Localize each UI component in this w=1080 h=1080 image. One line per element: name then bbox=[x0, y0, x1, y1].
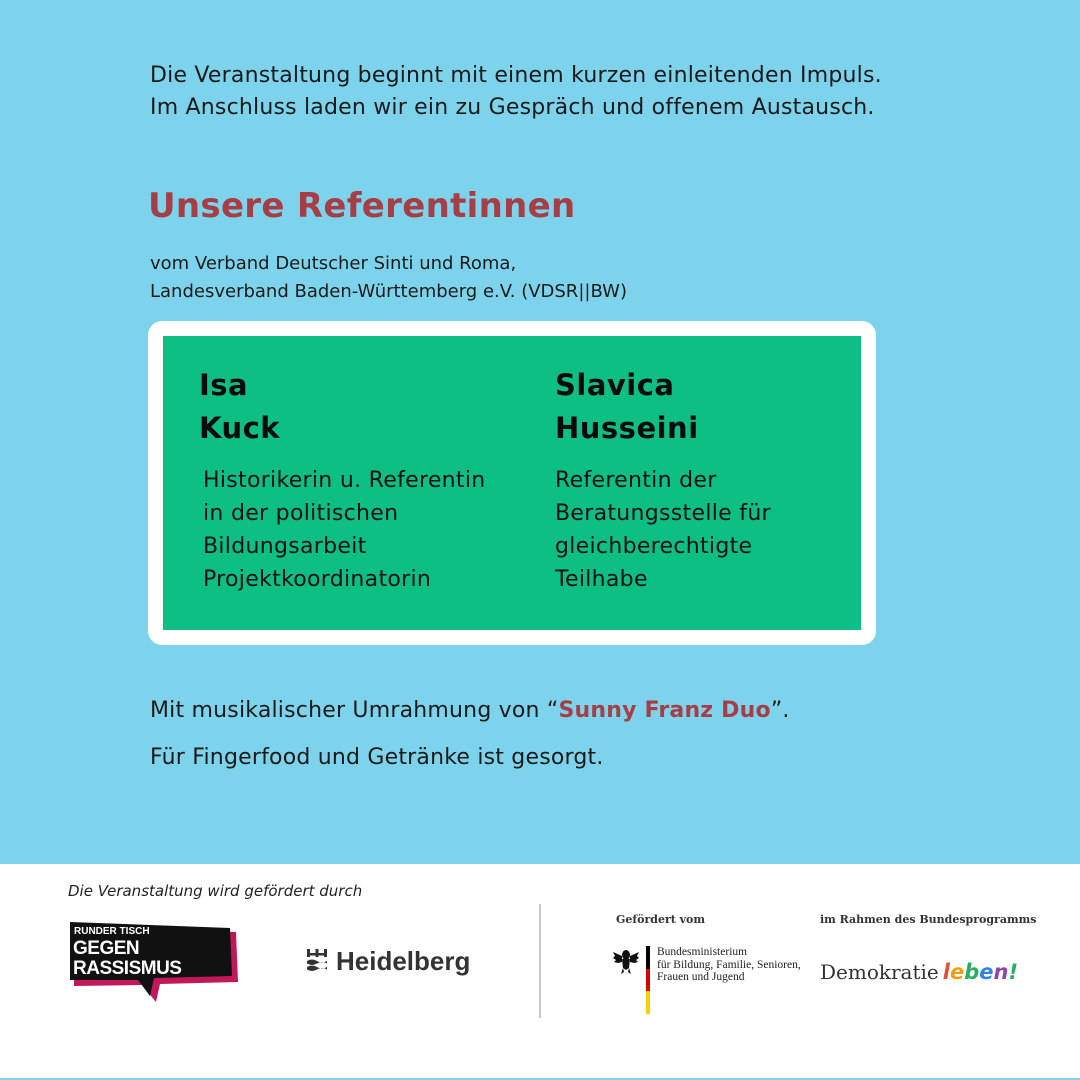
organization-text bbox=[150, 250, 627, 306]
intro-line-1: Die Veranstaltung beginnt mit einem kurzen einleitenden Impuls. bbox=[150, 63, 882, 88]
org-line-2: Landesverband Baden-Württemberg e.V. (VDSR||BW) bbox=[150, 281, 627, 302]
intro-text bbox=[150, 60, 1010, 124]
speakers-card bbox=[163, 336, 861, 630]
speaker-2-desc-line: Referentin der bbox=[555, 468, 717, 493]
gefoerdert-vom-label: Gefördert vom bbox=[616, 913, 706, 926]
demokratie-leben-logo bbox=[820, 960, 1018, 984]
music-prefix: Mit musikalischer Umrahmung von “ bbox=[150, 698, 559, 723]
speaker-2-name bbox=[555, 364, 845, 450]
speaker-2-last-name: Husseini bbox=[555, 411, 699, 445]
speaker-2-desc-line: Beratungsstelle für bbox=[555, 501, 771, 526]
heidelberg-emblem-icon bbox=[306, 948, 328, 972]
food-note: Für Fingerfood und Getränke ist gesorgt. bbox=[150, 745, 604, 770]
speaker-1-desc-line: Projektkoordinatorin bbox=[203, 567, 432, 592]
speaker-2-desc-line: Teilhabe bbox=[555, 567, 648, 592]
speaker-2-description bbox=[555, 464, 845, 596]
music-band-name: Sunny Franz Duo bbox=[558, 698, 771, 723]
leben-letter: e bbox=[979, 960, 994, 984]
runder-tisch-line-3: RASSISMUS bbox=[73, 958, 182, 979]
speaker-1-desc-line: Bildungsarbeit bbox=[203, 534, 367, 559]
speaker-2-desc-line: gleichberechtigte bbox=[555, 534, 753, 559]
ministry-line: Frauen und Jugend bbox=[657, 971, 745, 983]
leben-letter: n bbox=[993, 960, 1009, 984]
speaker-1-desc-line: Historikerin u. Referentin bbox=[203, 468, 486, 493]
leben-word bbox=[943, 960, 1018, 984]
speakers-card-frame bbox=[148, 321, 876, 645]
intro-line-2: Im Anschluss laden wir ein zu Gespräch und offenem Austausch. bbox=[150, 95, 875, 120]
leben-letter: e bbox=[949, 960, 965, 984]
leben-letter: ! bbox=[1008, 960, 1019, 984]
ministry-name bbox=[657, 946, 801, 984]
leben-letter: b bbox=[964, 960, 980, 984]
heidelberg-wordmark: Heidelberg bbox=[336, 946, 471, 976]
speaker-1-desc-line: in der politischen bbox=[203, 501, 399, 526]
footer-divider bbox=[539, 904, 541, 1018]
speaker-1 bbox=[199, 364, 529, 596]
section-title: Unsere Referentinnen bbox=[148, 186, 576, 226]
speaker-2-first-name: Slavica bbox=[555, 368, 675, 402]
bundesprogramm-label: im Rahmen des Bundesprogramms bbox=[820, 913, 1037, 926]
speaker-1-last-name: Kuck bbox=[199, 411, 281, 445]
speaker-1-name bbox=[199, 364, 529, 450]
demokratie-word: Demokratie bbox=[820, 960, 939, 984]
german-flag-bar bbox=[646, 946, 650, 1014]
funded-note: Die Veranstaltung wird gefördert durch bbox=[68, 882, 363, 900]
ministry-line: Bundesministerium bbox=[657, 946, 748, 958]
ministry-line: für Bildung, Familie, Senioren, bbox=[657, 958, 801, 971]
runder-tisch-logo bbox=[70, 922, 240, 1004]
speaker-2 bbox=[555, 364, 845, 596]
runder-tisch-line-1: RUNDER TISCH bbox=[74, 926, 150, 937]
leben-letter: l bbox=[942, 960, 950, 984]
federal-eagle-icon bbox=[612, 946, 640, 976]
sponsor-footer bbox=[0, 864, 1080, 1080]
speaker-1-first-name: Isa bbox=[199, 368, 249, 402]
speaker-1-description bbox=[199, 464, 529, 596]
music-suffix: ”. bbox=[770, 698, 790, 723]
runder-tisch-line-2: GEGEN bbox=[73, 938, 140, 959]
music-note bbox=[150, 698, 790, 723]
org-line-1: vom Verband Deutscher Sinti und Roma, bbox=[150, 253, 517, 274]
